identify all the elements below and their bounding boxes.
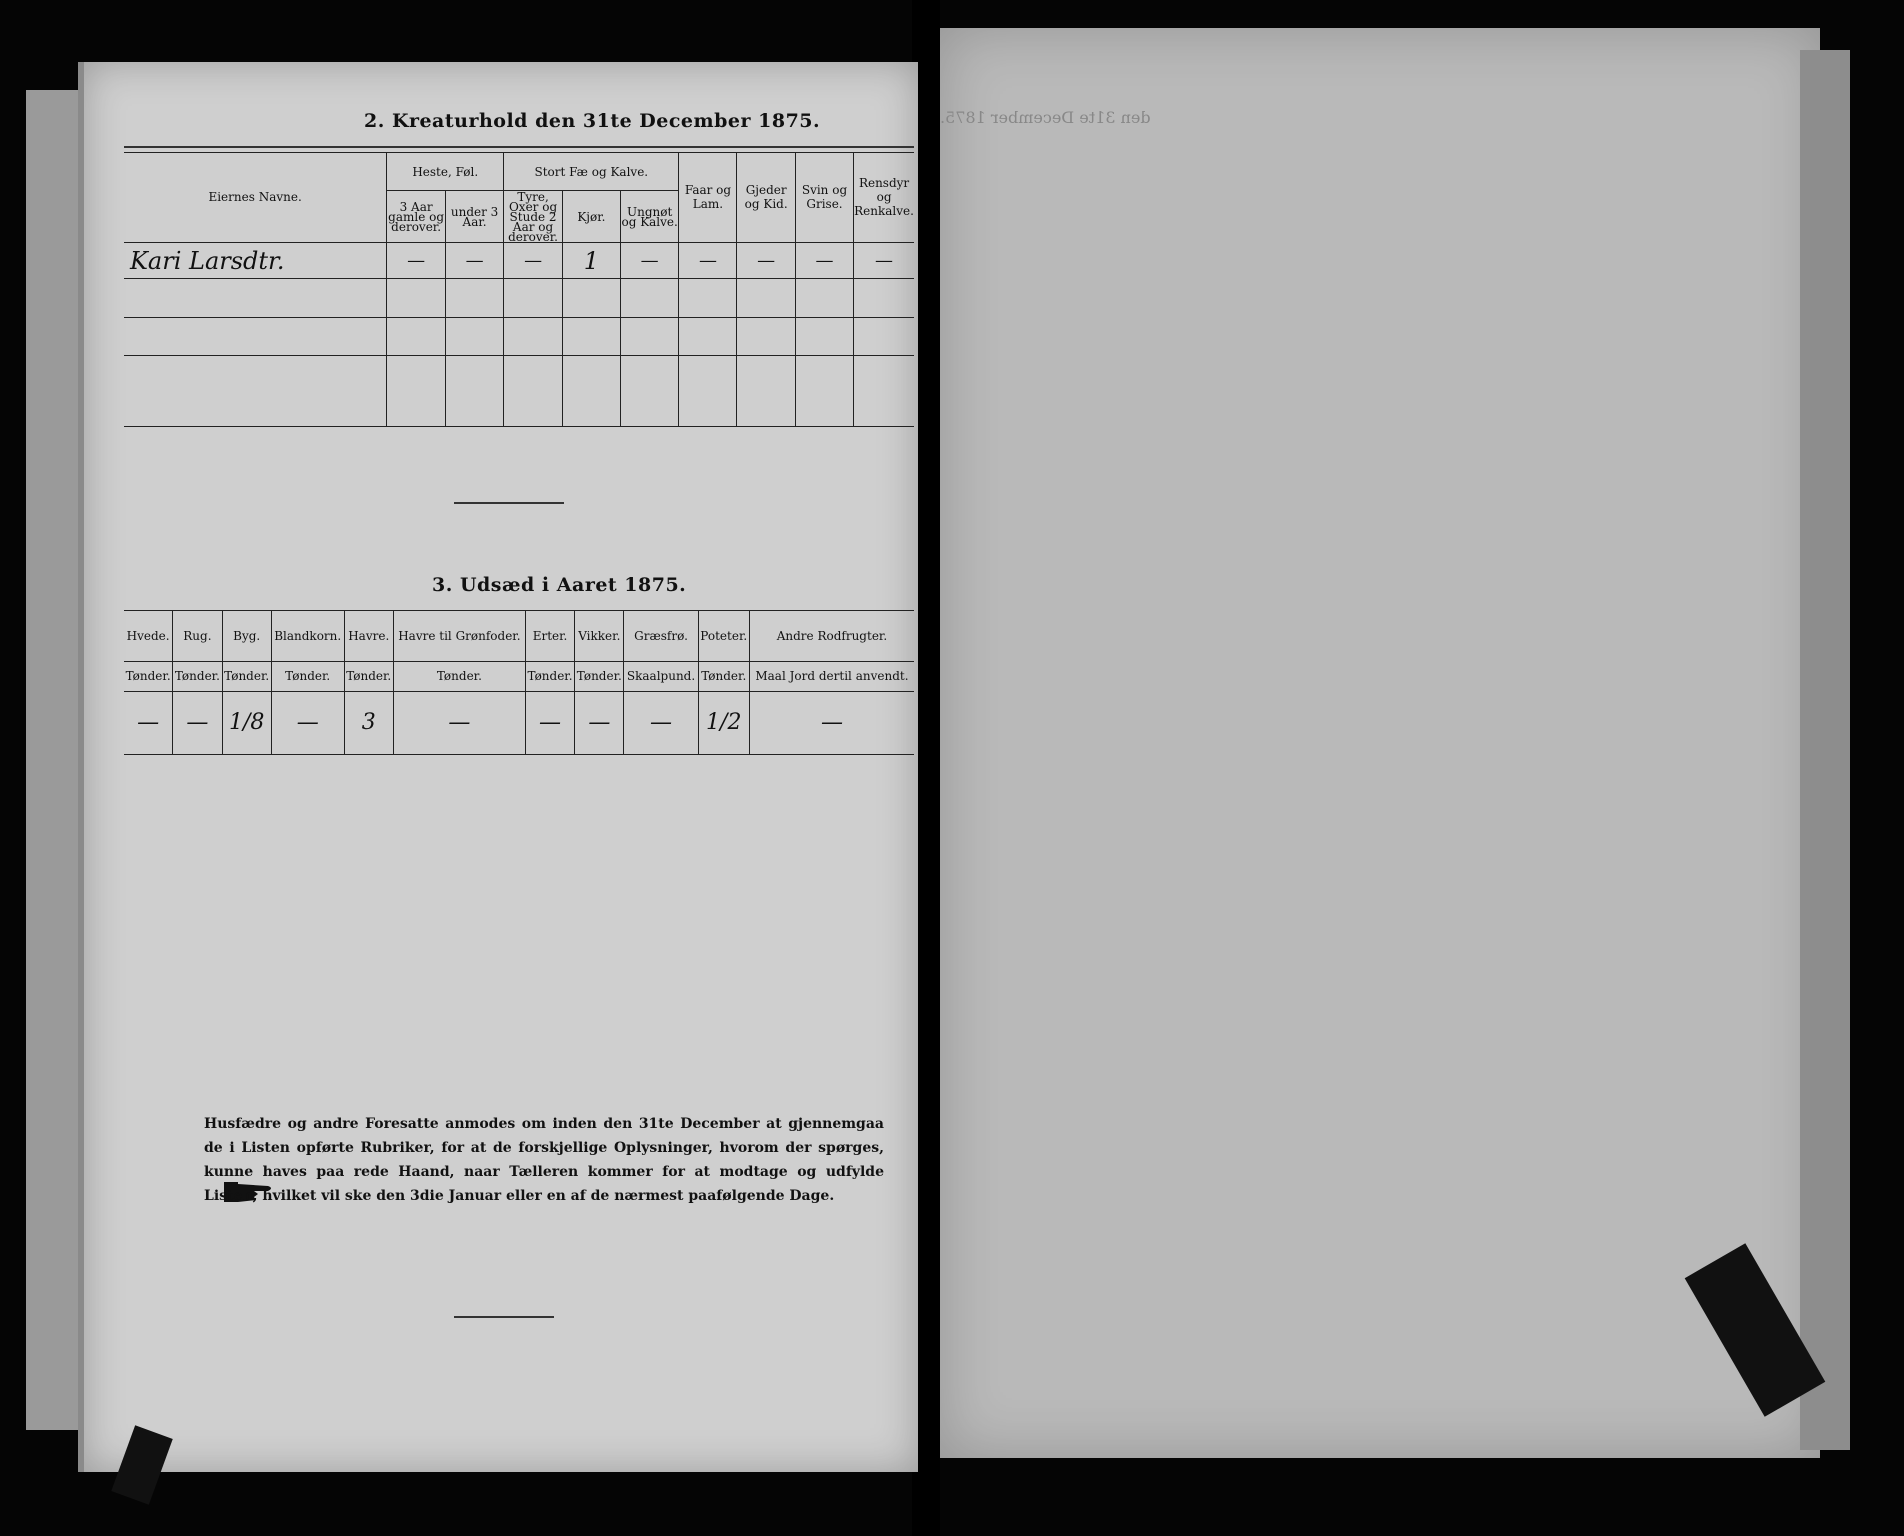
sowing-unit: Tønder. [344, 661, 393, 691]
stort-fae-header: Stort Fæ og Kalve. [504, 153, 679, 191]
livestock-title: 2. Kreaturhold den 31te December 1875. [364, 110, 821, 132]
sowing-title: 3. Udsæd i Aaret 1875. [432, 574, 687, 596]
sowing-value: — [749, 691, 914, 754]
sowing-table [124, 610, 914, 755]
sowing-unit: Tønder. [525, 661, 574, 691]
cell-kjoer: 1 [562, 242, 620, 278]
svin-header: Svin og Grise. [795, 153, 853, 243]
cell-rensdyr: — [854, 242, 914, 278]
sowing-col-header: Rug. [173, 611, 222, 662]
sowing-unit: Tønder. [222, 661, 271, 691]
sowing-unit: Skaalpund. [624, 661, 698, 691]
sowing-col-header: Andre Rodfrugter. [749, 611, 914, 662]
sowing-col-header: Havre. [344, 611, 393, 662]
cell-svin: — [795, 242, 853, 278]
sowing-value: — [124, 691, 173, 754]
sowing-value: — [575, 691, 624, 754]
sowing-col-header: Græsfrø. [624, 611, 698, 662]
heste-3aar-header: 3 Aar gamle og derover. [387, 191, 446, 243]
owner-header: Eiernes Navne. [124, 153, 387, 243]
title-rule [124, 146, 914, 148]
rensdyr-header: Rensdyr og Renkalve. [854, 153, 914, 243]
sowing-value: — [173, 691, 222, 754]
owner-name: Kari Larsdtr. [124, 242, 387, 278]
sowing-unit: Tønder. [575, 661, 624, 691]
cell-ungnot: — [620, 242, 679, 278]
livestock-table [124, 152, 914, 427]
sowing-col-header: Erter. [525, 611, 574, 662]
section-divider [454, 502, 564, 504]
faar-header: Faar og Lam. [679, 153, 737, 243]
sowing-unit: Tønder. [124, 661, 173, 691]
table-row [124, 242, 914, 278]
sowing-value: 1/8 [222, 691, 271, 754]
table-row [124, 317, 914, 355]
right-page [940, 28, 1820, 1458]
sowing-col-header: Vikker. [575, 611, 624, 662]
cell-faar: — [679, 242, 737, 278]
sowing-value: — [525, 691, 574, 754]
sowing-col-header: Blandkorn. [271, 611, 344, 662]
sowing-unit: Tønder. [698, 661, 749, 691]
table-row [124, 691, 914, 754]
sowing-col-header: Havre til Grønfoder. [393, 611, 525, 662]
sowing-unit: Tønder. [271, 661, 344, 691]
kjoer-header: Kjør. [562, 191, 620, 243]
left-page-underlayer [26, 90, 78, 1430]
right-page-edge [1800, 50, 1850, 1450]
cell-gjeder: — [737, 242, 795, 278]
notice-text: Husfædre og andre Foresatte anmodes om inden den 31te December at gjennemgaa de i Listen opførte Rubriker, for at de forskjellige Oplysninger, hvorom der spørges, kunne haves paa rede Haand, naar Tælleren kommer for at modtage og udfylde Listen, hvilket vil ske den 3die Januar eller en af de nærmest paafølgende Dage. [204, 1116, 884, 1204]
sowing-value: 3 [344, 691, 393, 754]
tyre-header: Tyre, Oxer og Stude 2 Aar og derover. [504, 191, 563, 243]
left-page [78, 62, 918, 1472]
gjeder-header: Gjeder og Kid. [737, 153, 795, 243]
sowing-col-header: Poteter. [698, 611, 749, 662]
sowing-unit: Tønder. [173, 661, 222, 691]
sowing-unit: Maal Jord dertil anvendt. [749, 661, 914, 691]
table-row [124, 356, 914, 427]
cell-tyre: — [504, 242, 563, 278]
sowing-value: — [271, 691, 344, 754]
cell-heste-under3: — [445, 242, 503, 278]
sowing-value: 1/2 [698, 691, 749, 754]
ungnot-header: Ungnøt og Kalve. [620, 191, 679, 243]
bottom-rule [454, 1316, 554, 1318]
sowing-col-header: Byg. [222, 611, 271, 662]
sowing-col-header: Hvede. [124, 611, 173, 662]
bleed-through-text: den 31te December 1875. [940, 108, 1151, 127]
heste-under3-header: under 3 Aar. [445, 191, 503, 243]
heste-header: Heste, Føl. [387, 153, 504, 191]
cell-heste-3aar: — [387, 242, 446, 278]
sowing-unit: Tønder. [393, 661, 525, 691]
sowing-value: — [393, 691, 525, 754]
sowing-value: — [624, 691, 698, 754]
table-row [124, 279, 914, 317]
